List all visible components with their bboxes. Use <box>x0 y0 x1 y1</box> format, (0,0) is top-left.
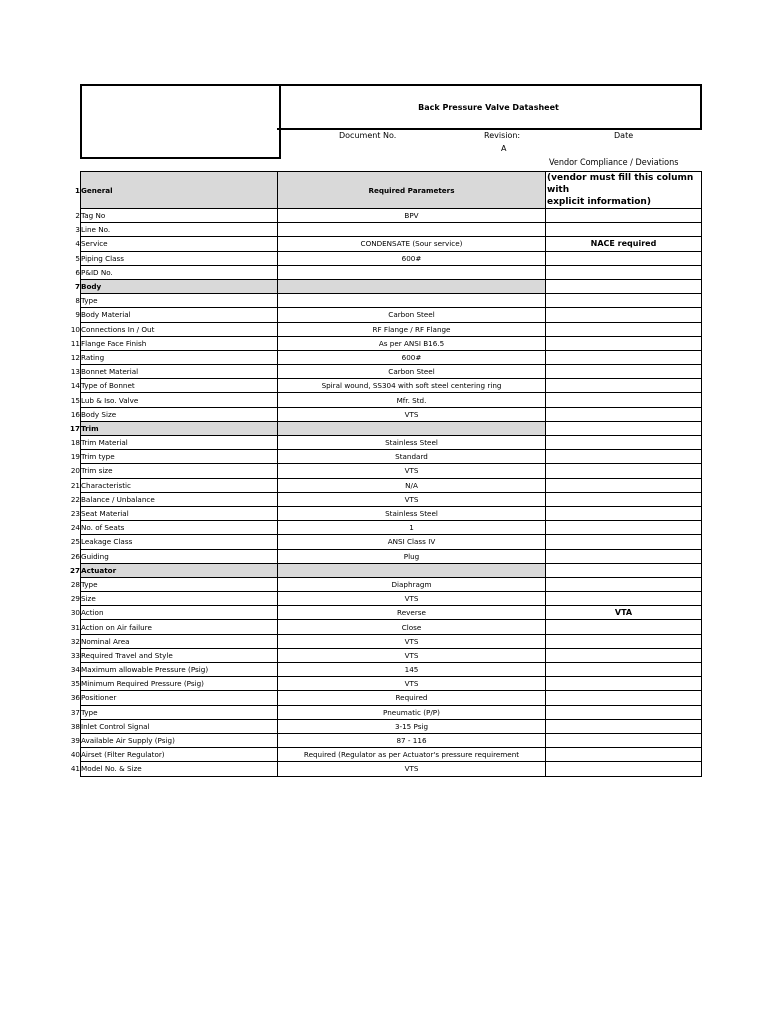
table-row <box>65 223 702 237</box>
table-row <box>65 719 702 733</box>
value-cell: VTS <box>278 677 546 691</box>
row-number: 11 <box>70 338 80 348</box>
row-number: 14 <box>70 381 80 391</box>
section-row <box>65 563 702 577</box>
section-row <box>65 421 702 435</box>
parameter-cell: Actuator <box>81 563 278 577</box>
vendor-cell <box>546 492 702 506</box>
table-row <box>65 620 702 634</box>
vendor-cell <box>546 223 702 237</box>
logo-box <box>80 84 281 159</box>
parameter-cell: Inlet Control Signal <box>81 719 278 733</box>
table-row <box>65 407 702 421</box>
document-title: Back Pressure Valve Datasheet <box>277 84 702 130</box>
value-cell: 600# <box>278 350 546 364</box>
row-number: 37 <box>70 707 80 717</box>
value-cell: Required Parameters <box>278 172 546 209</box>
row-number: 10 <box>70 324 80 334</box>
parameter-cell: Type of Bonnet <box>81 379 278 393</box>
value-cell: VTS <box>278 648 546 662</box>
parameter-cell: Body Material <box>81 308 278 322</box>
value-cell: BPV <box>278 209 546 223</box>
vendor-cell <box>546 379 702 393</box>
value-cell: Pneumatic (P/P) <box>278 705 546 719</box>
parameter-cell: Model No. & Size <box>81 762 278 776</box>
value-cell <box>278 563 546 577</box>
value-cell: Required <box>278 691 546 705</box>
value-cell: VTS <box>278 464 546 478</box>
row-number: 27 <box>69 565 80 575</box>
vendor-cell <box>546 265 702 279</box>
parameter-cell: Connections In / Out <box>81 322 278 336</box>
parameter-cell: Trim Material <box>81 436 278 450</box>
vendor-cell <box>546 663 702 677</box>
value-cell: 600# <box>278 251 546 265</box>
vendor-cell <box>546 691 702 705</box>
parameter-cell: Trim <box>81 421 278 435</box>
value-cell: Standard <box>278 450 546 464</box>
table-row <box>65 634 702 648</box>
value-cell: 3-15 Psig <box>278 719 546 733</box>
row-number: 3 <box>75 225 80 235</box>
parameter-cell: Leakage Class <box>81 535 278 549</box>
row-number: 21 <box>70 480 80 490</box>
value-cell <box>278 279 546 293</box>
vendor-cell: VTA <box>546 606 702 620</box>
value-cell <box>278 294 546 308</box>
row-number: 8 <box>75 296 80 306</box>
table-row <box>65 379 702 393</box>
parameter-cell: Service <box>81 237 278 251</box>
vendor-cell <box>546 677 702 691</box>
parameter-cell: Seat Material <box>81 506 278 520</box>
vendor-cell <box>546 450 702 464</box>
value-cell: As per ANSI B16.5 <box>278 336 546 350</box>
vendor-cell <box>546 748 702 762</box>
vendor-cell <box>546 705 702 719</box>
vendor-cell <box>546 733 702 747</box>
vendor-cell <box>546 506 702 520</box>
table-row <box>65 436 702 450</box>
value-cell: VTS <box>278 634 546 648</box>
vendor-cell <box>546 478 702 492</box>
date-label: Date <box>614 131 634 140</box>
row-number: 16 <box>70 409 80 419</box>
datasheet-table <box>65 171 702 777</box>
parameter-cell: Action <box>81 606 278 620</box>
table-row <box>65 648 702 662</box>
parameter-cell: Line No. <box>81 223 278 237</box>
table-row <box>65 677 702 691</box>
vendor-cell: NACE required <box>546 237 702 251</box>
value-cell: VTS <box>278 592 546 606</box>
value-cell: Carbon Steel <box>278 365 546 379</box>
vendor-heading-line2: (vendor must fill this column with <box>547 173 694 195</box>
parameter-cell: Type <box>81 294 278 308</box>
row-number: 6 <box>75 267 80 277</box>
row-number: 24 <box>70 523 80 533</box>
row-number: 17 <box>69 423 80 433</box>
row-number: 7 <box>74 282 80 292</box>
value-cell: ANSI Class IV <box>278 535 546 549</box>
vendor-cell <box>546 464 702 478</box>
value-cell <box>278 223 546 237</box>
row-number: 4 <box>75 239 80 249</box>
vendor-cell <box>546 549 702 563</box>
table-row <box>65 705 702 719</box>
vendor-cell <box>546 336 702 350</box>
parameter-cell: No. of Seats <box>81 521 278 535</box>
parameter-cell: Guiding <box>81 549 278 563</box>
row-number: 32 <box>70 636 80 646</box>
parameter-cell: Required Travel and Style <box>81 648 278 662</box>
parameter-cell: Rating <box>81 350 278 364</box>
row-number: 34 <box>70 665 80 675</box>
table-row <box>65 365 702 379</box>
value-cell: Plug <box>278 549 546 563</box>
table-row <box>65 237 702 251</box>
table-row <box>65 450 702 464</box>
table-row <box>65 251 702 265</box>
vendor-cell <box>546 421 702 435</box>
parameter-cell: Maximum allowable Pressure (Psig) <box>81 663 278 677</box>
row-number: 2 <box>75 211 80 221</box>
vendor-cell <box>546 294 702 308</box>
parameter-cell: Lub & Iso. Valve <box>81 393 278 407</box>
table-row <box>65 733 702 747</box>
table-row <box>65 336 702 350</box>
vendor-cell <box>546 308 702 322</box>
table-row <box>65 506 702 520</box>
row-number: 36 <box>70 693 80 703</box>
row-number: 41 <box>70 764 80 774</box>
vendor-cell <box>546 521 702 535</box>
value-cell: VTS <box>278 407 546 421</box>
parameter-cell: Type <box>81 705 278 719</box>
parameter-cell: Positioner <box>81 691 278 705</box>
table-row <box>65 350 702 364</box>
revision-value: A <box>501 144 507 153</box>
value-cell: Spiral wound, SS304 with soft steel centering ring <box>278 379 546 393</box>
vendor-cell <box>546 620 702 634</box>
vendor-heading-line1: Vendor Compliance / Deviations <box>549 158 679 168</box>
table-row <box>65 691 702 705</box>
table-row <box>65 209 702 223</box>
row-number: 25 <box>70 537 80 547</box>
table-row <box>65 294 702 308</box>
parameter-cell: Airset (Filter Regulator) <box>81 748 278 762</box>
vendor-cell <box>546 251 702 265</box>
value-cell: Stainless Steel <box>278 506 546 520</box>
parameter-cell: Nominal Area <box>81 634 278 648</box>
row-number: 12 <box>70 352 80 362</box>
vendor-cell <box>546 592 702 606</box>
table-row <box>65 606 702 620</box>
row-number: 26 <box>70 551 80 561</box>
section-row <box>65 172 702 209</box>
table-row <box>65 762 702 776</box>
section-row <box>65 279 702 293</box>
row-number: 38 <box>70 721 80 731</box>
vendor-cell <box>546 535 702 549</box>
vendor-cell <box>546 279 702 293</box>
vendor-cell <box>546 350 702 364</box>
row-number: 22 <box>70 494 80 504</box>
vendor-cell <box>546 648 702 662</box>
parameter-cell: Trim size <box>81 464 278 478</box>
parameter-cell: P&ID No. <box>81 265 278 279</box>
row-number: 19 <box>70 452 80 462</box>
parameter-cell: Body <box>81 279 278 293</box>
datasheet-header <box>80 84 702 157</box>
value-cell: CONDENSATE (Sour service) <box>278 237 546 251</box>
vendor-cell <box>546 322 702 336</box>
row-number: 31 <box>70 622 80 632</box>
parameter-cell: General <box>81 172 278 209</box>
parameter-cell: Type <box>81 577 278 591</box>
value-cell: Diaphragm <box>278 577 546 591</box>
value-cell: 87 - 116 <box>278 733 546 747</box>
table-row <box>65 748 702 762</box>
value-cell <box>278 421 546 435</box>
row-number: 30 <box>70 608 80 618</box>
row-number: 39 <box>70 736 80 746</box>
row-number: 18 <box>70 438 80 448</box>
parameter-cell: Piping Class <box>81 251 278 265</box>
value-cell: RF Flange / RF Flange <box>278 322 546 336</box>
value-cell: Close <box>278 620 546 634</box>
row-number: 33 <box>70 650 80 660</box>
value-cell: Reverse <box>278 606 546 620</box>
value-cell: Carbon Steel <box>278 308 546 322</box>
table-row <box>65 577 702 591</box>
parameter-cell: Size <box>81 592 278 606</box>
table-row <box>65 592 702 606</box>
parameter-cell: Characteristic <box>81 478 278 492</box>
vendor-cell <box>546 762 702 776</box>
value-cell: Required (Regulator as per Actuator's pressure requirement <box>278 748 546 762</box>
document-info-row <box>279 128 702 156</box>
table-row <box>65 322 702 336</box>
vendor-cell <box>546 365 702 379</box>
row-number: 29 <box>70 594 80 604</box>
value-cell: Stainless Steel <box>278 436 546 450</box>
row-number: 20 <box>70 466 80 476</box>
document-no-label: Document No. <box>339 131 397 140</box>
value-cell: N/A <box>278 478 546 492</box>
row-number: 5 <box>75 253 80 263</box>
vendor-heading-line3: explicit information) <box>547 197 651 207</box>
table-row <box>65 549 702 563</box>
table-row <box>65 478 702 492</box>
row-number: 23 <box>70 509 80 519</box>
value-cell <box>278 265 546 279</box>
row-number: 9 <box>75 310 80 320</box>
parameter-cell: Minimum Required Pressure (Psig) <box>81 677 278 691</box>
row-number: 1 <box>74 185 80 195</box>
row-number: 15 <box>70 395 80 405</box>
value-cell: Mfr. Std. <box>278 393 546 407</box>
table-row <box>65 492 702 506</box>
table-row <box>65 393 702 407</box>
value-cell: VTS <box>278 492 546 506</box>
parameter-cell: Bonnet Material <box>81 365 278 379</box>
parameter-cell: Balance / Unbalance <box>81 492 278 506</box>
table-row <box>65 265 702 279</box>
vendor-cell <box>546 719 702 733</box>
table-row <box>65 308 702 322</box>
vendor-cell <box>546 436 702 450</box>
vendor-cell <box>546 563 702 577</box>
vendor-cell <box>546 172 702 209</box>
table-row <box>65 464 702 478</box>
vendor-cell <box>546 407 702 421</box>
parameter-cell: Tag No <box>81 209 278 223</box>
row-number: 13 <box>70 367 80 377</box>
parameter-cell: Flange Face Finish <box>81 336 278 350</box>
vendor-cell <box>546 634 702 648</box>
row-number: 35 <box>70 679 80 689</box>
table-row <box>65 663 702 677</box>
parameter-cell: Action on Air failure <box>81 620 278 634</box>
parameter-cell: Body Size <box>81 407 278 421</box>
vendor-cell <box>546 577 702 591</box>
value-cell: VTS <box>278 762 546 776</box>
row-number: 28 <box>70 579 80 589</box>
parameter-cell: Available Air Supply (Psig) <box>81 733 278 747</box>
value-cell: 145 <box>278 663 546 677</box>
vendor-compliance-heading <box>549 157 709 169</box>
revision-label: Revision: <box>484 131 521 140</box>
table-row <box>65 535 702 549</box>
value-cell: 1 <box>278 521 546 535</box>
vendor-cell <box>546 209 702 223</box>
row-number: 40 <box>70 750 80 760</box>
parameter-cell: Trim type <box>81 450 278 464</box>
table-row <box>65 521 702 535</box>
vendor-cell <box>546 393 702 407</box>
